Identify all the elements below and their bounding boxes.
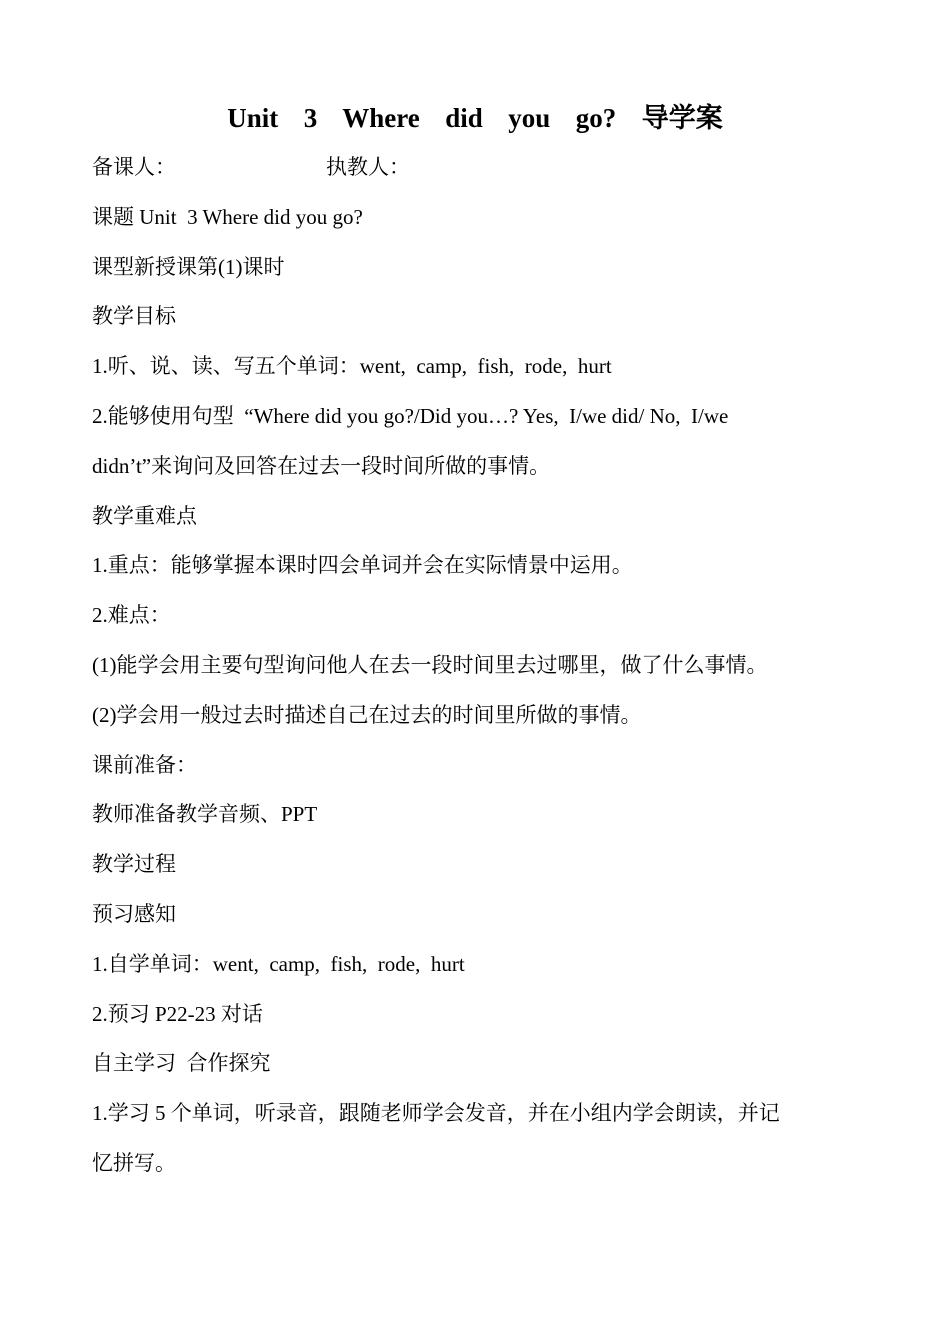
objective-item-1: 1.听、说、读、写五个单词：went, camp, fish, rode, hurt — [92, 354, 612, 379]
teacher-label: 执教人： — [326, 155, 410, 179]
section-heading-process: 教学过程 — [92, 852, 176, 877]
preview-item-2: 2.预习 P22-23 对话 — [92, 1001, 263, 1026]
objective-item-2-continued: didn’t”来询问及回答在过去一段时间所做的事情。 — [92, 453, 551, 478]
preparation-item: 教师准备教学音频、PPT — [92, 802, 318, 827]
key-point-item: 1.重点：能够掌握本课时四会单词并会在实际情景中运用。 — [92, 553, 633, 578]
section-heading-objectives: 教学目标 — [92, 304, 176, 329]
self-study-item-1-continued: 忆拼写。 — [92, 1150, 176, 1175]
lesson-type: 课型新授课第(1)课时 — [92, 254, 285, 279]
section-heading-key-points: 教学重难点 — [92, 503, 197, 528]
difficult-point-item-2: (2)学会用一般过去时描述自己在过去的时间里所做的事情。 — [92, 702, 642, 727]
self-study-item-1: 1.学习 5 个单词，听录音，跟随老师学会发音，并在小组内学会朗读，并记 — [92, 1101, 780, 1126]
difficult-point-heading: 2.难点： — [92, 603, 171, 628]
preparer-row — [92, 143, 832, 193]
lesson-topic: 课题 Unit 3 Where did you go? — [92, 204, 363, 229]
preparer-label: 备课人： — [92, 155, 176, 179]
document-title: Unit 3 Where did you go? 导学案 — [227, 103, 723, 133]
subsection-heading-preview: 预习感知 — [92, 901, 176, 926]
document-body — [92, 143, 832, 1189]
section-heading-preparation: 课前准备： — [92, 752, 197, 777]
subsection-heading-self-study: 自主学习 合作探究 — [92, 1051, 271, 1076]
preview-item-1: 1.自学单词：went, camp, fish, rode, hurt — [92, 951, 465, 976]
objective-item-2: 2.能够使用句型 “Where did you go?/Did you…? Yes, I/we did/ No, I/we — [92, 403, 729, 428]
difficult-point-item-1: (1)能学会用主要句型询问他人在去一段时间里去过哪里，做了什么事情。 — [92, 652, 768, 677]
